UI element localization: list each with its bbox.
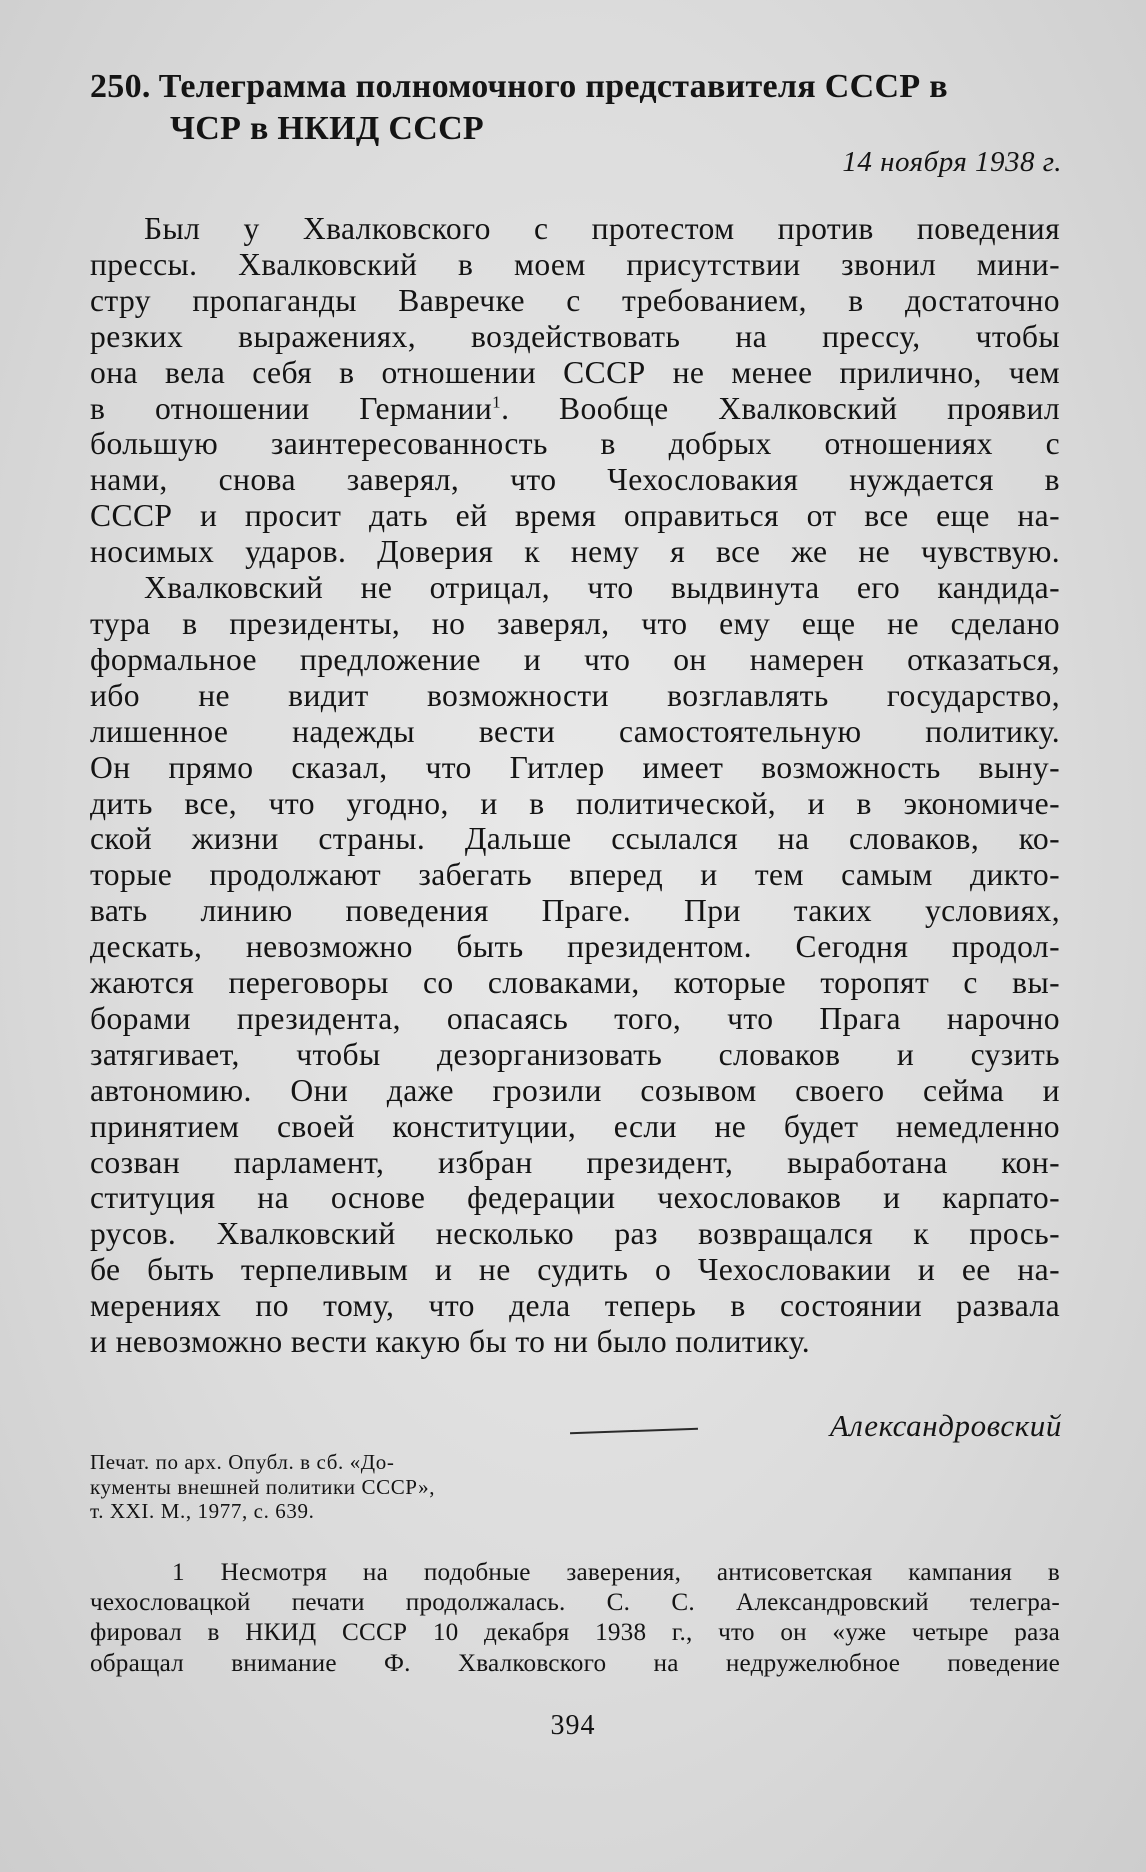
footnote-line: чехословацкой печати продолжалась. С. С. Александровский телегра- [90,1589,1060,1617]
source-note [90,1450,570,1524]
body-line: лишенное надежды вести самостоятельную политику. [90,713,1060,749]
body-line: резких выражениях, воздействовать на прессу, чтобы [90,318,1060,354]
body-line: ибо не видит возможности возглавлять государство, [90,677,1060,713]
body-line: носимых ударов. Доверия к нему я все же не чувствую. [90,534,1060,570]
body-line: принятием своей конституции, если не будет немедленно [90,1108,1060,1144]
document-date: 14 ноября 1938 г. [842,146,1062,178]
body-line: СССР и просит дать ей время оправиться от все еще на- [90,498,1060,534]
body-line: дескать, невозможно быть президентом. Сегодня продол- [90,929,1060,965]
body-line: русов. Хвалковский несколько раз возвращался к прось- [90,1216,1060,1252]
body-line: жаются переговоры со словаками, которые торопят с вы- [90,965,1060,1001]
telegram-body [90,211,1060,1360]
body-line: большую заинтересованность в добрых отношениях с [90,426,1060,462]
body-line: формальное предложение и что он намерен отказаться, [90,641,1060,677]
body-line: стру пропаганды Вавречке с требованием, в достаточно [90,282,1060,318]
body-line-text: . Вообще Хвалковский проявил [501,390,1060,426]
body-line: бе быть терпеливым и не судить о Чехословакии и ее на- [90,1252,1060,1288]
body-line: ституция на основе федерации чехословаков и карпато- [90,1180,1060,1216]
body-line-text: в отношении Германии [90,390,493,426]
document-number: 250. [90,68,151,105]
source-line: т. XXI. М., 1977, с. 639. [90,1499,315,1523]
body-line: Был у Хвалковского с протестом против поведения [144,211,1060,246]
footnote [90,1558,1060,1679]
footnote-line: обращал внимание Ф. Хвалковского на недружелюбное поведение [90,1649,1060,1677]
body-line: борами президента, опасаясь того, что Прага нарочно [90,1000,1060,1036]
document-title-line-1: Телеграмма полномочного представителя СССР в [158,68,948,105]
document-title-line-2: ЧСР в НКИД СССР [170,110,485,147]
body-line: мерениях по тому, что дела теперь в состоянии развала [90,1288,1060,1324]
footnote-reference: 1 [492,392,502,411]
body-line: прессы. Хвалковский в моем присутствии звонил мини- [90,246,1060,282]
body-line: нами, снова заверял, что Чехословакия нуждается в [90,462,1060,498]
footnote-line: фировал в НКИД СССР 10 декабря 1938 г., что он «уже четыре раза [90,1619,1060,1647]
body-line-with-footnote [90,391,1060,427]
signature-dash [570,1428,698,1434]
document-heading [90,66,1062,150]
signature-row [90,1408,1062,1448]
body-line: тура в президенты, но заверял, что ему еще не сделано [90,605,1060,641]
body-line: и невозможно вести какую бы то ни было политику. [90,1324,811,1360]
body-line: Хвалковский не отрицал, что выдвинута его кандида- [144,570,1060,606]
body-line: Он прямо сказал, что Гитлер имеет возможность выну- [90,749,1060,785]
body-line: торые продолжают забегать вперед и тем самым дикто- [90,857,1060,893]
source-line: Печат. по арх. Опубл. в сб. «До- [90,1450,395,1474]
body-line: дить все, что угодно, и в политической, и в экономиче- [90,785,1060,821]
signature: Александровский [829,1408,1062,1443]
body-line: созван парламент, избран президент, выработана кон- [90,1144,1060,1180]
footnote-line: 1 Несмотря на подобные заверения, антисоветская кампания в [172,1559,1060,1586]
body-line: вать линию поведения Праге. При таких условиях, [90,893,1060,929]
body-line: она вела себя в отношении СССР не менее прилично, чем [90,354,1060,390]
body-line: затягивает, чтобы дезорганизовать словаков и сузить [90,1036,1060,1072]
body-line: ской жизни страны. Дальше ссылался на словаков, ко- [90,821,1060,857]
body-line: автономию. Они даже грозили созывом своего сейма и [90,1072,1060,1108]
page-number: 394 [550,1710,596,1741]
source-line: кументы внешней политики СССР», [90,1474,436,1499]
